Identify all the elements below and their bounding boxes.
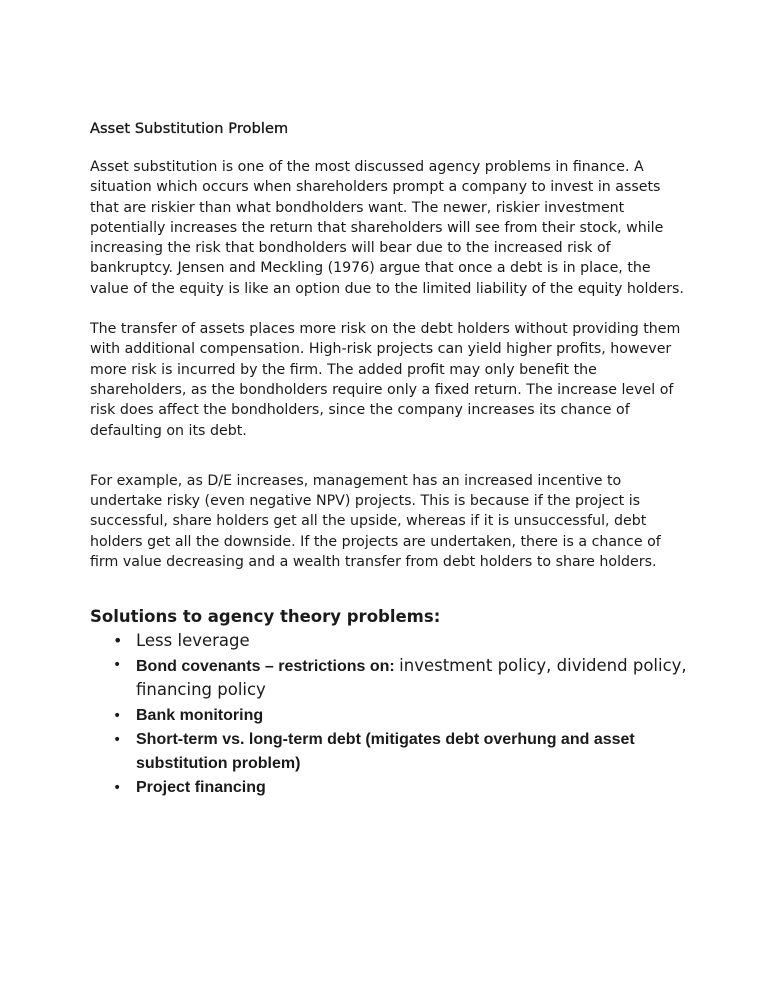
list-item-less-leverage bbox=[90, 629, 690, 653]
document-heading: Asset Substitution Problem bbox=[90, 121, 289, 137]
paragraph-asset-substitution: Asset substitution is one of the most discussed agency problems in finance. A situation which occurs when shareholders prompt a company to invest in assets that are riskier than what bondholders want. The newer, riskier investment potentially increases the return that shareholders will see from their stock, while increasing the risk that bondholders will bear due to the increased risk of bankruptcy. Jensen and Meckling (1976) argue that once a debt is in place, the value of the equity is like an option due to the limited liability of the equity holders. bbox=[90, 159, 684, 297]
list-item-text-part-a: Bond covenants – restrictions on: bbox=[136, 658, 400, 676]
list-item-text: Project financing bbox=[136, 779, 266, 797]
bullet-icon: • bbox=[113, 631, 123, 651]
bullet-icon: • bbox=[113, 657, 122, 674]
bullet-icon: • bbox=[113, 732, 122, 749]
bullet-icon: • bbox=[113, 708, 122, 725]
list-item-project-financing bbox=[90, 776, 690, 800]
solutions-title: Solutions to agency theory problems: bbox=[90, 607, 441, 627]
list-item-text: Bank monitoring bbox=[136, 707, 264, 725]
paragraph-transfer-of-assets: The transfer of assets places more risk on the debt holders without providing them with additional compensation. High-risk projects can yield higher profits, however more risk is incurred by the firm. The added profit may only benefit the shareholders, as the bondholders require only a fixed return. The increase level of risk does affect the bondholders, since the company increases its chance of defaulting on its debt. bbox=[90, 321, 681, 439]
list-item-bond-covenants bbox=[90, 654, 690, 702]
list-item-text-part-b: investment policy, dividend policy, financing policy bbox=[136, 656, 687, 700]
solutions-list bbox=[90, 629, 690, 800]
list-item-text: Less leverage bbox=[136, 631, 250, 651]
list-item-bank-monitoring bbox=[90, 704, 690, 728]
document-page bbox=[90, 117, 690, 800]
list-item-text: Short-term vs. long-term debt (mitigates debt overhung and asset substitution problem) bbox=[136, 731, 635, 773]
paragraph-example: For example, as D/E increases, management has an increased incentive to undertake risky (even negative NPV) projects. This is because if the project is successful, share holders get all the upside, whereas if it is unsuccessful, debt holders get all the downside. If the projects are undertaken, there is a chance of firm value decreasing and a wealth transfer from debt holders to share holders. bbox=[90, 472, 661, 571]
list-item-short-vs-long-term-debt bbox=[90, 728, 690, 776]
bullet-icon: • bbox=[113, 780, 122, 797]
